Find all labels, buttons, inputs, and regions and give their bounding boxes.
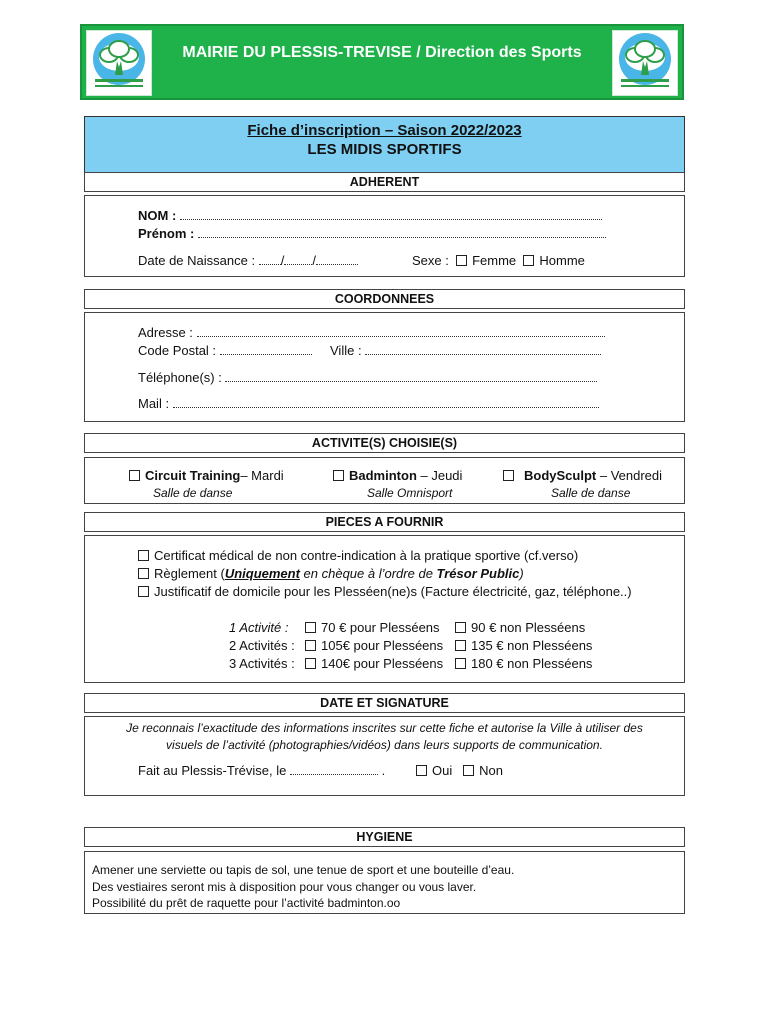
pieces-box bbox=[84, 535, 685, 683]
circuit-training-checkbox[interactable] bbox=[129, 470, 140, 481]
form-subtitle: LES MIDIS SPORTIFS bbox=[307, 141, 462, 158]
prenom-label: Prénom : bbox=[138, 226, 195, 241]
nom-label: NOM : bbox=[138, 208, 177, 223]
tarif-plesseens: 105€ pour Plesséens bbox=[321, 638, 444, 653]
tarif-label: 1 Activité : bbox=[229, 620, 289, 635]
activites-box bbox=[84, 457, 685, 504]
piece-item: Certificat médical de non contre-indication à la pratique sportive (cf.verso) bbox=[154, 548, 579, 563]
activity-place: Salle Omnisport bbox=[367, 486, 453, 500]
activity-option bbox=[503, 468, 685, 500]
tarif-label: 3 Activités : bbox=[229, 656, 295, 671]
ville-field[interactable] bbox=[365, 343, 601, 355]
piece-item-text: ) bbox=[519, 566, 524, 581]
activity-option bbox=[333, 468, 513, 500]
justificatif-checkbox[interactable] bbox=[138, 586, 149, 597]
nom-field[interactable] bbox=[180, 208, 602, 220]
tarif-label: 2 Activités : bbox=[229, 638, 295, 653]
form-title: Fiche d’inscription – Saison 2022/2023 bbox=[247, 122, 522, 139]
certificat-checkbox[interactable] bbox=[138, 550, 149, 561]
signature-box bbox=[84, 716, 685, 796]
fait-dot: . bbox=[381, 763, 386, 778]
ville-label: Ville : bbox=[330, 343, 362, 358]
form-title-box bbox=[84, 116, 685, 174]
consent-text: Je reconnais l’exactitude des informations inscrites sur cette fiche et autorise la Ville à utiliser des bbox=[126, 721, 643, 735]
activity-day: – Jeudi bbox=[416, 468, 463, 483]
activity-place: Salle de danse bbox=[153, 486, 233, 500]
piece-item-text: en chèque à l’ordre de bbox=[299, 566, 437, 581]
consent-non-checkbox[interactable] bbox=[463, 765, 474, 776]
header-banner bbox=[80, 24, 684, 100]
adherent-box bbox=[84, 195, 685, 277]
tarif-plesseens: 140€ pour Plesséens bbox=[321, 656, 444, 671]
tarif-checkbox[interactable] bbox=[305, 622, 316, 633]
activity-day: – Mardi bbox=[240, 468, 284, 483]
coordonnees-box bbox=[84, 312, 685, 422]
tarif-checkbox[interactable] bbox=[455, 640, 466, 651]
city-logo-right bbox=[612, 30, 678, 96]
section-header-signature: DATE ET SIGNATURE bbox=[84, 693, 685, 713]
banner-title: MAIRIE DU PLESSIS-TREVISE / Direction des Sports bbox=[182, 44, 582, 61]
fait-label: Fait au Plessis-Trévise, le bbox=[138, 763, 287, 778]
mail-label: Mail : bbox=[138, 396, 170, 411]
section-header-activites: ACTIVITE(S) CHOISIE(S) bbox=[84, 433, 685, 453]
section-header-hygiene: HYGIENE bbox=[84, 827, 685, 847]
code-postal-label: Code Postal : bbox=[138, 343, 217, 358]
activity-day: – Vendredi bbox=[596, 468, 663, 483]
tarif-checkbox[interactable] bbox=[455, 622, 466, 633]
femme-checkbox[interactable] bbox=[456, 255, 467, 266]
dob-day-field[interactable] bbox=[259, 253, 281, 265]
tarif-checkbox[interactable] bbox=[305, 658, 316, 669]
piece-item-payee: Trésor Public bbox=[436, 566, 520, 581]
consent-oui-checkbox[interactable] bbox=[416, 765, 427, 776]
adresse-field[interactable] bbox=[197, 325, 605, 337]
badminton-checkbox[interactable] bbox=[333, 470, 344, 481]
tarif-non-plesseens: 90 € non Plesséens bbox=[471, 620, 586, 635]
hygiene-box bbox=[84, 851, 685, 914]
tarif-plesseens: 70 € pour Plesséens bbox=[321, 620, 440, 635]
homme-checkbox[interactable] bbox=[523, 255, 534, 266]
hygiene-line: Amener une serviette ou tapis de sol, une tenue de sport et une bouteille d’eau. bbox=[92, 863, 515, 877]
date-field[interactable] bbox=[290, 763, 378, 775]
tarif-non-plesseens: 135 € non Plesséens bbox=[471, 638, 593, 653]
code-postal-field[interactable] bbox=[220, 343, 312, 355]
activity-name: BodySculpt bbox=[524, 468, 597, 483]
section-header-adherent: ADHERENT bbox=[84, 172, 685, 192]
dob-year-field[interactable] bbox=[316, 253, 358, 265]
dob-separator: / bbox=[312, 253, 316, 268]
activity-place: Salle de danse bbox=[551, 486, 631, 500]
tarif-non-plesseens: 180 € non Plesséens bbox=[471, 656, 593, 671]
activity-name: Circuit Training bbox=[145, 468, 241, 483]
reglement-checkbox[interactable] bbox=[138, 568, 149, 579]
adresse-label: Adresse : bbox=[138, 325, 193, 340]
city-logo-left bbox=[86, 30, 152, 96]
activity-name: Badminton bbox=[349, 468, 417, 483]
consent-non-label: Non bbox=[479, 763, 503, 778]
tarif-checkbox[interactable] bbox=[455, 658, 466, 669]
homme-label: Homme bbox=[539, 253, 585, 268]
activity-option bbox=[129, 468, 309, 500]
piece-item: Règlement ( bbox=[154, 566, 225, 581]
piece-item-emphasis: Uniquement bbox=[224, 566, 300, 581]
femme-label: Femme bbox=[472, 253, 517, 268]
telephone-field[interactable] bbox=[225, 370, 597, 382]
bodysculpt-checkbox[interactable] bbox=[503, 470, 514, 481]
section-header-pieces: PIECES A FOURNIR bbox=[84, 512, 685, 532]
prenom-field[interactable] bbox=[198, 226, 606, 238]
mail-field[interactable] bbox=[173, 396, 599, 408]
section-header-coordonnees: COORDONNEES bbox=[84, 289, 685, 309]
dob-separator: / bbox=[280, 253, 285, 268]
tarif-checkbox[interactable] bbox=[305, 640, 316, 651]
dob-month-field[interactable] bbox=[284, 253, 312, 265]
piece-item: Justificatif de domicile pour les Plesséen(ne)s (Facture électricité, gaz, téléphone..) bbox=[154, 584, 632, 599]
hygiene-line: Possibilité du prêt de raquette pour l’activité badminton.oo bbox=[92, 896, 401, 910]
telephone-label: Téléphone(s) : bbox=[138, 370, 222, 385]
consent-text: visuels de l’activité (photographies/vidéos) dans leurs supports de communication. bbox=[166, 738, 603, 752]
consent-oui-label: Oui bbox=[432, 763, 453, 778]
sexe-label: Sexe : bbox=[412, 253, 449, 268]
dob-label: Date de Naissance : bbox=[138, 253, 256, 268]
hygiene-line: Des vestiaires seront mis à disposition pour vous changer ou vous laver. bbox=[92, 880, 477, 894]
